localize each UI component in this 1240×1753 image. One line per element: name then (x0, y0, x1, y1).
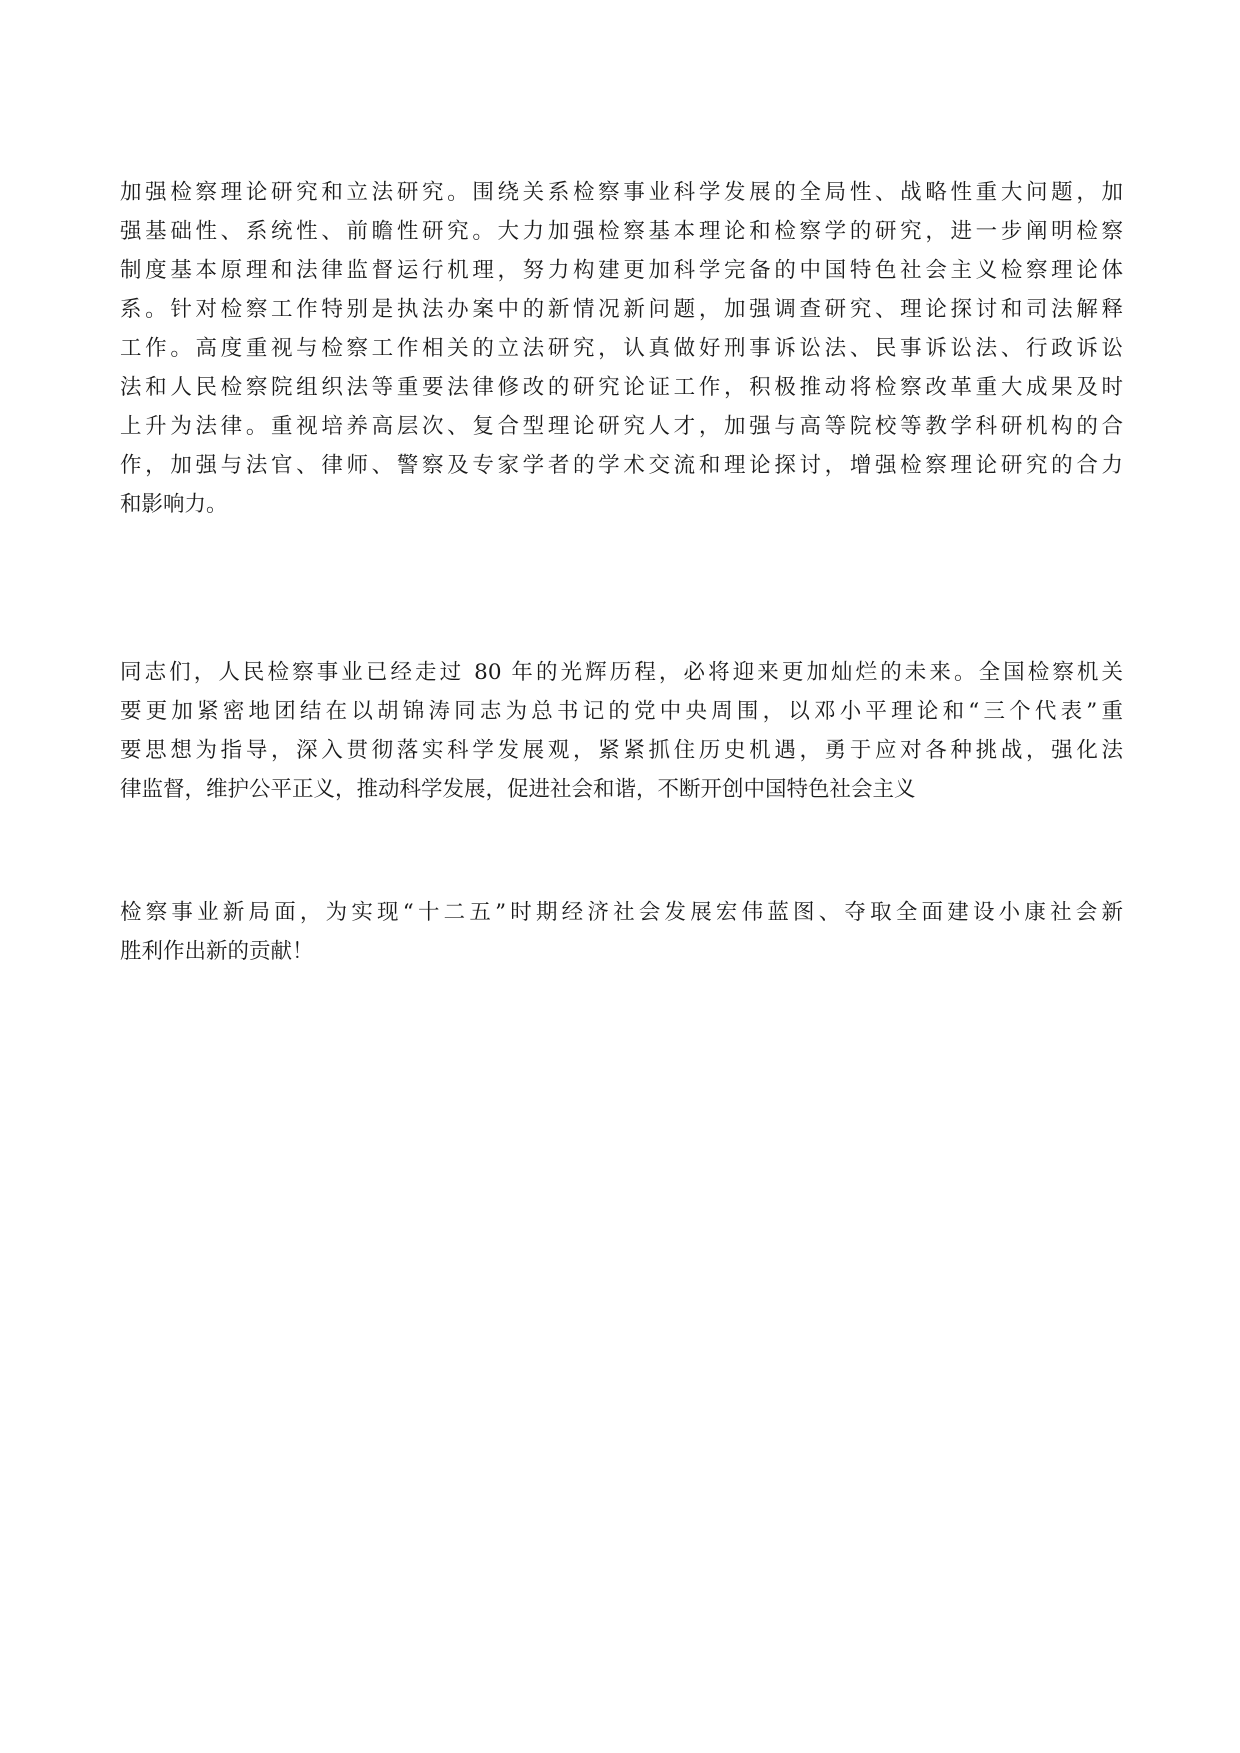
paragraph-line: 工作。高度重视与检察工作相关的立法研究，认真做好刑事诉讼法、民事诉讼法、行政诉讼 (120, 336, 1123, 361)
paragraph-procuratorial-research (120, 173, 1123, 524)
paragraph-line: 和影响力。 (120, 492, 228, 517)
paragraph-line: 法和人民检察院组织法等重要法律修改的研究论证工作，积极推动将检察改革重大成果及时 (120, 375, 1123, 400)
paragraph-line: 制度基本原理和法律监督运行机理，努力构建更加科学完备的中国特色社会主义检察理论体 (120, 258, 1123, 283)
paragraph-closing-address (120, 653, 1123, 809)
paragraph-line: 要思想为指导，深入贯彻落实科学发展观，紧紧抓住历史机遇，勇于应对各种挑战，强化法 (120, 738, 1123, 763)
paragraph-line: 胜利作出新的贡献！ (120, 939, 314, 964)
paragraph-line: 作，加强与法官、律师、警察及专家学者的学术交流和理论探讨，增强检察理论研究的合力 (120, 453, 1123, 478)
paragraph-closing-continuation (120, 893, 1123, 971)
paragraph-line: 加强检察理论研究和立法研究。围绕关系检察事业科学发展的全局性、战略性重大问题，加 (120, 180, 1123, 205)
paragraph-line: 系。针对检察工作特别是执法办案中的新情况新问题，加强调查研究、理论探讨和司法解释 (120, 297, 1123, 322)
paragraph-line: 同志们，人民检察事业已经走过 80 年的光辉历程，必将迎来更加灿烂的未来。全国检察机关 (120, 660, 1123, 685)
paragraph-line: 要更加紧密地团结在以胡锦涛同志为总书记的党中央周围，以邓小平理论和“三个代表”重 (120, 699, 1123, 724)
paragraph-line: 强基础性、系统性、前瞻性研究。大力加强检察基本理论和检察学的研究，进一步阐明检察 (120, 219, 1123, 244)
paragraph-line: 上升为法律。重视培养高层次、复合型理论研究人才，加强与高等院校等教学科研机构的合 (120, 414, 1123, 439)
paragraph-line: 律监督，维护公平正义，推动科学发展，促进社会和谐，不断开创中国特色社会主义 (120, 777, 916, 802)
paragraph-line: 检察事业新局面，为实现“十二五”时期经济社会发展宏伟蓝图、夺取全面建设小康社会新 (120, 900, 1123, 925)
